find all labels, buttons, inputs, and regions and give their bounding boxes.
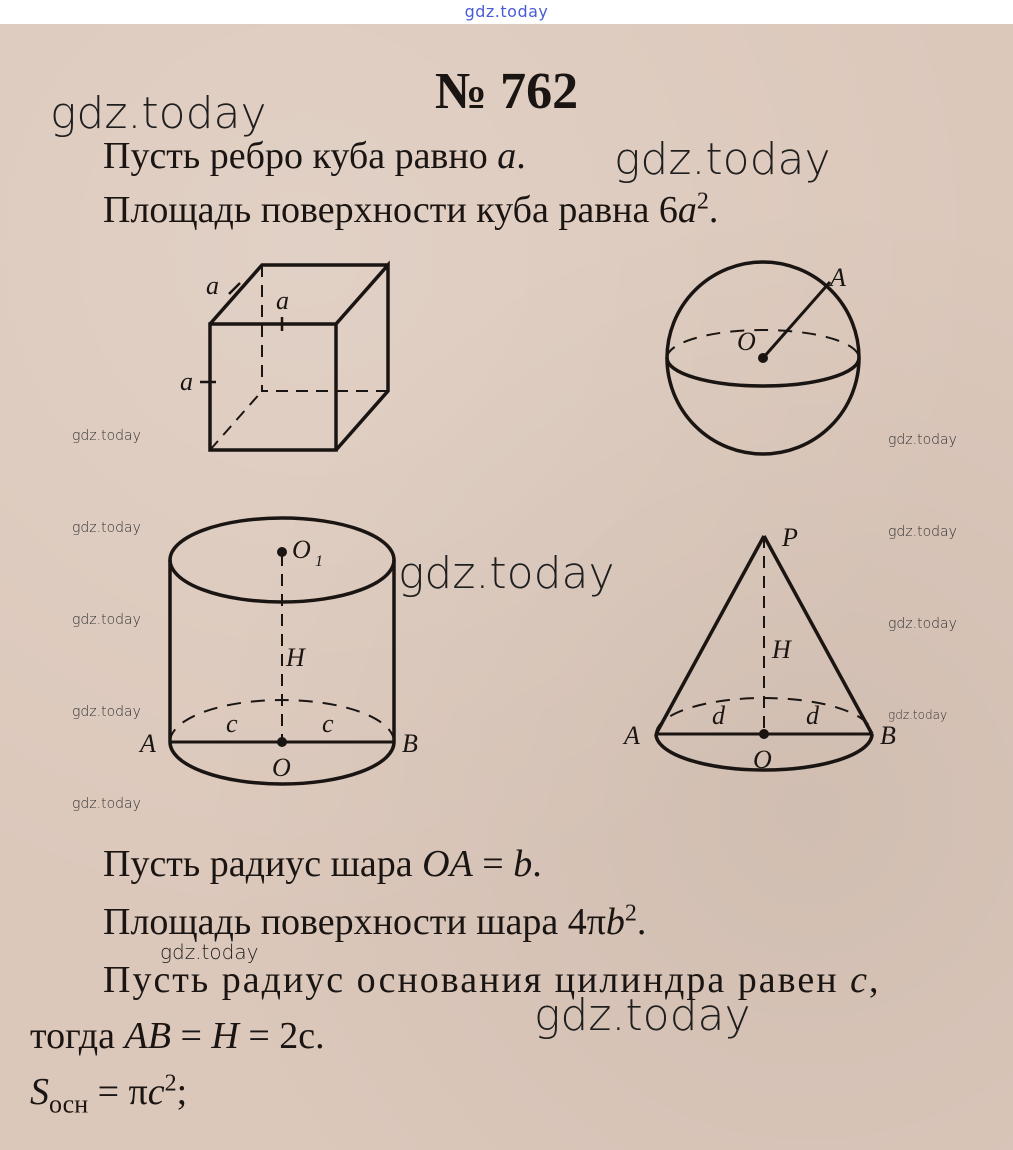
cylinder-label-A: A — [140, 729, 156, 758]
sphere-label-A: A — [830, 263, 846, 292]
cone-label-H: H — [772, 635, 791, 664]
cube-label-a-1: a — [206, 271, 219, 300]
watermark: gdz.today — [614, 134, 831, 185]
cylinder-label-O1-sub: 1 — [315, 553, 323, 570]
cone-label-d-1: d — [712, 701, 725, 730]
cone-label-B: B — [880, 721, 896, 750]
cylinder-label-H: H — [286, 643, 305, 672]
cube-label-a-2: a — [276, 286, 289, 315]
cone-label-d-2: d — [806, 701, 819, 730]
cylinder-label-O1: O — [292, 535, 311, 564]
cone-label-O: O — [753, 745, 772, 774]
text-line-2: Площадь поверхности куба равна $6a^2$. — [103, 188, 719, 231]
cylinder-label-c-2: c — [322, 709, 334, 738]
watermark: gdz.today — [888, 616, 957, 632]
watermark: gdz.today — [888, 708, 948, 722]
watermark: gdz.today — [72, 796, 141, 812]
cylinder-figure — [138, 518, 418, 784]
cylinder-label-B: B — [402, 729, 418, 758]
watermark: gdz.today — [888, 524, 957, 540]
watermark: gdz.today — [534, 990, 751, 1041]
watermark: gdz.today — [72, 612, 141, 628]
cylinder-label-O: O — [272, 753, 291, 782]
sphere-label-O: O — [737, 327, 756, 356]
text-line-5: Пусть радиус основания цилиндра равен c, — [103, 959, 881, 1001]
watermark: gdz.today — [72, 520, 141, 536]
text-line-4: Площадь поверхности шара $4\pi b^2$. — [103, 900, 647, 943]
sphere-figure — [667, 262, 859, 454]
cube-label-a-3: a — [180, 367, 193, 396]
text-line-7: $S_{осн} = \pi c^2$; — [30, 1070, 188, 1119]
cone-label-P: P — [782, 523, 798, 552]
watermark: gdz.today — [398, 548, 615, 599]
figures — [0, 24, 1013, 844]
cylinder-label-c-1: c — [226, 709, 238, 738]
problem-number: № 762 — [434, 63, 579, 120]
top-watermark: gdz.today — [464, 2, 549, 21]
watermark: gdz.today — [50, 88, 267, 139]
cube-figure — [180, 265, 388, 450]
watermark: gdz.today — [72, 428, 141, 444]
cone-figure — [622, 523, 896, 774]
watermark: gdz.today — [888, 432, 957, 448]
watermark: gdz.today — [72, 704, 141, 720]
text-line-3: Пусть радиус шара OA = b. — [103, 843, 542, 885]
watermark: gdz.today — [160, 940, 259, 964]
cone-label-A: A — [624, 721, 640, 750]
textbook-page — [0, 24, 1013, 1150]
text-line-6: тогда AB = H = 2с. — [30, 1015, 325, 1057]
text-line-1: Пусть ребро куба равно a. — [103, 135, 526, 177]
